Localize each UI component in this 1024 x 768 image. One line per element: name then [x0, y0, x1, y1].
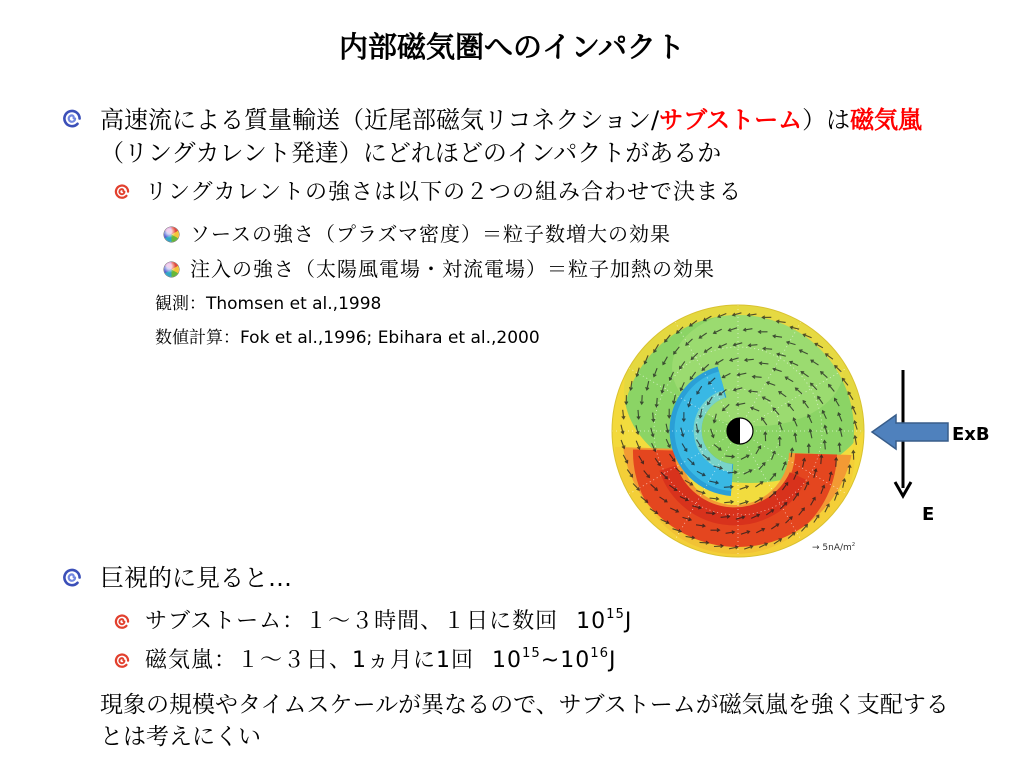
energy-exponent: 15 — [606, 607, 625, 623]
swirl-bullet-icon — [114, 184, 130, 200]
sub-bullet-text: リングカレントの強さは以下の２つの組み合わせで決まる — [145, 180, 743, 205]
conclusion-text: 現象の規模やタイムスケールが異なるので、サブストームが磁気嵐を強く支配するとは考えにくい — [100, 692, 949, 750]
swirl-bullet-icon — [62, 568, 82, 588]
field-arrows — [860, 360, 960, 505]
earth-day-night-icon — [727, 418, 753, 444]
highlight-magnetic-storm: 磁気嵐 — [850, 106, 923, 134]
simulation-reference: 数値計算：Fok et al.,1996; Ebihara et al.,2000 — [155, 328, 540, 348]
exb-drift-arrow — [872, 415, 948, 449]
main-bullet-part: （リングカレント発達）にどれほどのインパクトがあるか — [100, 139, 722, 167]
factor-item: 注入の強さ（太陽風電場・対流電場）＝粒子加熱の効果 — [190, 257, 715, 281]
substorm-scale-item — [145, 607, 632, 637]
factor-item: ソースの強さ（プラズマ密度）＝粒子数増大の効果 — [190, 222, 671, 246]
highlight-substorm: サブストーム — [659, 106, 803, 134]
swirl-bullet-icon — [114, 653, 130, 669]
energy-exponent: 15 — [522, 646, 541, 662]
swirl-bullet-icon — [62, 109, 82, 129]
energy-base: 10 — [576, 609, 607, 634]
energy-base-upper: ~10 — [540, 648, 591, 673]
main-bullet-part: 高速流による質量輸送（近尾部磁気リコネクション/ — [100, 106, 660, 134]
exb-label: ExB — [952, 424, 990, 445]
substorm-energy — [576, 609, 632, 634]
sphere-bullet-icon — [164, 262, 179, 277]
substorm-scale-label: サブストーム：１～３時間、１日に数回 — [145, 609, 559, 634]
vector-scale-caption — [812, 542, 855, 554]
main-bullet-text — [100, 104, 968, 170]
main-bullet-part: ）は — [802, 106, 851, 134]
observation-reference: 観測：Thomsen et al.,1998 — [155, 294, 382, 314]
energy-exponent-upper: 16 — [590, 646, 609, 662]
energy-base: 10 — [492, 648, 522, 673]
scale-label: → 5nA/m — [812, 543, 852, 553]
energy-unit: J — [624, 609, 633, 634]
swirl-bullet-icon — [114, 614, 130, 630]
ring-current-simulation-figure — [608, 298, 868, 564]
storm-scale-item — [145, 646, 617, 676]
macro-heading: 巨視的に見ると… — [100, 564, 292, 592]
energy-unit: J — [609, 648, 617, 673]
slide-title: 内部磁気圏へのインパクト — [339, 30, 685, 64]
e-label: E — [922, 504, 935, 525]
storm-scale-label: 磁気嵐：１～３日、1ヵ月に1回 — [145, 648, 474, 673]
sphere-bullet-icon — [164, 227, 179, 242]
storm-energy — [492, 648, 617, 673]
scale-label-exponent: 2 — [851, 541, 856, 548]
